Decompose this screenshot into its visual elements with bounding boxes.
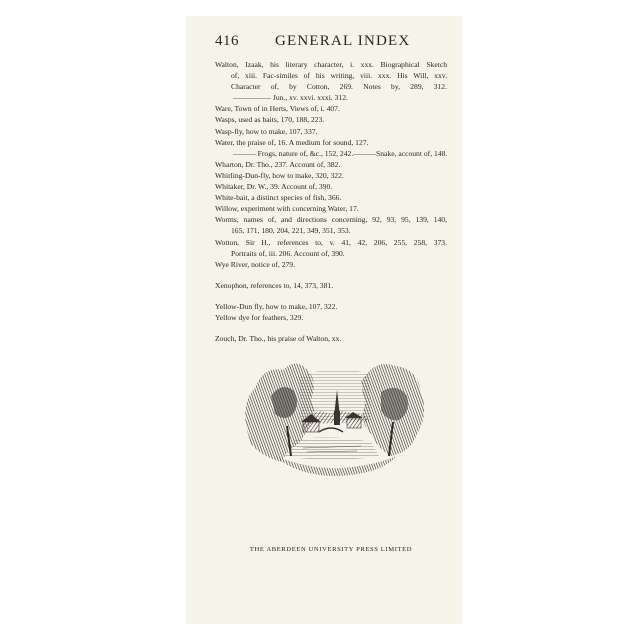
general-index-list	[215, 59, 447, 344]
index-entry	[215, 214, 447, 236]
index-entry-line: Wasps, used as baits, 170, 188, 223.	[215, 115, 325, 125]
index-entry-line: Wotton, Sir H., references to, v. 41, 42, 206, 255, 258, 373.	[215, 237, 447, 247]
index-entry-line: Walton, Izaak, his literary character, i. xxx. Biographical Sketch	[215, 60, 447, 69]
index-entry	[215, 148, 447, 159]
index-entry-line: White-bait, a distinct species of fish, 366.	[215, 193, 342, 203]
index-entry-line: Whitaker, Dr. W., 39. Account of, 390.	[215, 182, 333, 192]
index-entry-line: Character of, by Cotton, 269. Notes by, 289, 312.	[231, 82, 447, 92]
index-entry	[215, 59, 447, 103]
index-entry	[215, 203, 447, 214]
index-entry	[215, 301, 447, 312]
index-entry	[215, 333, 447, 344]
index-entry	[215, 126, 447, 137]
index-entry-line: Yellow-Dun fly, how to make, 107, 322.	[215, 301, 338, 311]
index-entry-line: Xenophon, references to, 14, 373, 381.	[215, 280, 334, 290]
index-entry	[215, 192, 447, 203]
index-entry	[215, 280, 447, 291]
index-entry-line: Wharton, Dr. Tho., 237. Account of, 382.	[215, 159, 341, 169]
index-entry	[215, 237, 447, 259]
index-entry	[215, 312, 447, 323]
index-entry-line: Ware, Town of in Herts, Views of, i. 407.	[215, 104, 340, 114]
index-entry	[215, 137, 447, 148]
index-entry	[215, 181, 447, 192]
index-entry	[215, 170, 447, 181]
index-entry	[215, 259, 447, 270]
index-entry-line: Wasp-fly, how to make, 107, 337.	[215, 126, 318, 136]
letter-section-gap	[215, 323, 447, 333]
running-head: GENERAL INDEX	[275, 33, 411, 49]
index-entry-line: Wye River, notice of, 279.	[215, 259, 296, 269]
index-entry-line: Zouch, Dr. Tho., his praise of Walton, xx.	[215, 334, 342, 344]
printer-imprint: THE ABERDEEN UNIVERSITY PRESS LIMITED	[249, 546, 413, 553]
index-entry	[215, 103, 447, 114]
engraving-vignette	[241, 352, 427, 477]
index-entry-line: ——— Frogs, nature of, &c., 152, 242.———Snake, account of, 148.	[233, 148, 448, 158]
index-entry-line: Water, the praise of, 16. A medium for sound, 127.	[215, 137, 369, 147]
index-entry-line: Yellow dye for feathers, 329.	[215, 312, 304, 322]
page-header	[215, 33, 447, 51]
index-entry-line: of, xiii. Fac-similes of his writing, viii. xxx. His Will, xxv.	[231, 71, 447, 81]
index-entry-line: Worms, names of, and directions concerning, 92, 93, 95, 139, 140,	[215, 215, 447, 225]
index-entry	[215, 114, 447, 125]
letter-section-gap	[215, 291, 447, 301]
index-entry	[215, 159, 447, 170]
index-entry-line: Portraits of, iii. 206. Account of, 390.	[231, 248, 345, 258]
vignette-illustration	[241, 352, 427, 477]
letter-section-gap	[215, 270, 447, 280]
index-entry-line: ————— Jun., xv. xxvi. xxxi. 312.	[233, 93, 348, 103]
index-entry-line: Whirling-Dun-fly, how to make, 320, 322.	[215, 170, 344, 180]
index-entry-line: Willow, experiment with concerning Water, 17.	[215, 204, 359, 214]
page-number: 416	[215, 33, 239, 49]
index-entry-line: 165, 171, 180, 204, 221, 349, 351, 353.	[231, 226, 351, 236]
